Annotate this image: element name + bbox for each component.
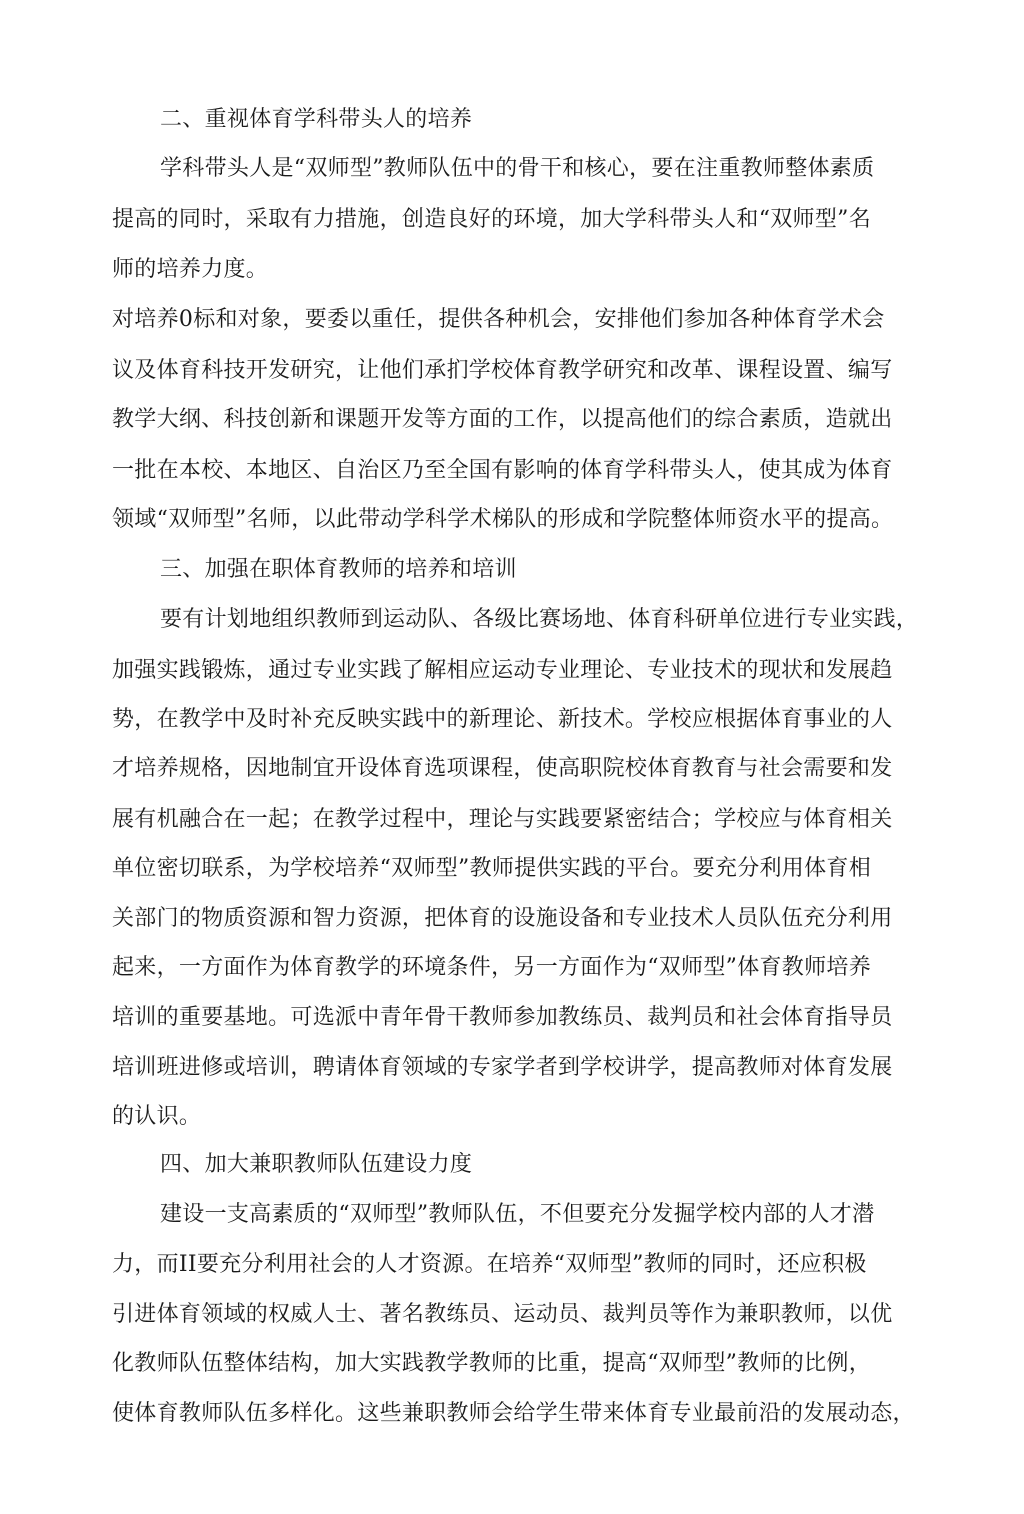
paragraph-line: 力，而II要充分利用社会的人才资源。在培养“双师型”教师的同时，还应积极 <box>112 1252 867 1277</box>
paragraph-line: 提高的同时，采取有力措施，创造良好的环境，加大学科带头人和“双师型”名 <box>112 207 871 232</box>
paragraph-line: 师的培养力度。 <box>112 257 269 282</box>
paragraph-line: 才培养规格，因地制宜开设体育选项课程，使高职院校体育教育与社会需要和发 <box>112 756 893 781</box>
section-heading-4: 四、加大兼职教师队伍建设力度 <box>160 1152 473 1177</box>
paragraph-line: 培训的重要基地。可选派中青年骨干教师参加教练员、裁判员和社会体育指导员 <box>112 1005 893 1030</box>
paragraph-line: 单位密切联系，为学校培养“双师型”教师提供实践的平台。要充分利用体育相 <box>112 856 871 881</box>
paragraph-line: 加强实践锻炼，通过专业实践了解相应运动专业理论、专业技术的现状和发展趋 <box>112 658 893 683</box>
paragraph-line: 关部门的物质资源和智力资源，把体育的设施设备和专业技术人员队伍充分利用 <box>112 906 893 931</box>
paragraph-line: 使体育教师队伍多样化。这些兼职教师会给学生带来体育专业最前沿的发展动态， <box>112 1401 915 1426</box>
paragraph-line: 一批在本校、本地区、自治区乃至全国有影响的体育学科带头人，使其成为体育 <box>112 458 893 483</box>
paragraph-line: 对培养0标和对象，要委以重任，提供各种机会，安排他们参加各种体育学术会 <box>112 307 885 332</box>
section-heading-2: 二、重视体育学科带头人的培养 <box>160 107 473 132</box>
paragraph-line: 势，在教学中及时补充反映实践中的新理论、新技术。学校应根据体育事业的人 <box>112 707 893 732</box>
paragraph-line: 教学大纲、科技创新和课题开发等方面的工作，以提高他们的综合素质，造就出 <box>112 407 893 432</box>
paragraph-line: 引进体育领域的权威人士、著名教练员、运动员、裁判员等作为兼职教师，以优 <box>112 1302 893 1327</box>
paragraph-line: 培训班进修或培训，聘请体育领域的专家学者到学校讲学，提高教师对体育发展 <box>112 1055 893 1080</box>
paragraph-line: 领域“双师型”名师，以此带动学科学术梯队的形成和学院整体师资水平的提高。 <box>112 507 894 532</box>
paragraph-line: 起来，一方面作为体育教学的环境条件，另一方面作为“双师型”体育教师培养 <box>112 955 871 980</box>
paragraph-line: 学科带头人是“双师型”教师队伍中的骨干和核心，要在注重教师整体素质 <box>160 156 875 181</box>
paragraph-line: 议及体育科技开发研究，让他们承扪学校体育教学研究和改革、课程设置、编写 <box>112 358 893 383</box>
paragraph-line: 的认识。 <box>112 1104 202 1129</box>
paragraph-line: 建设一支高素质的“双师型”教师队伍，不但要充分发掘学校内部的人才潜 <box>160 1202 875 1227</box>
paragraph-line: 化教师队伍整体结构，加大实践教学教师的比重，提高“双师型”教师的比例， <box>112 1351 871 1376</box>
paragraph-line: 展有机融合在一起；在教学过程中，理论与实践要紧密结合；学校应与体育相关 <box>112 807 893 832</box>
paragraph-line: 要有计划地组织教师到运动队、各级比赛场地、体育科研单位进行专业实践， <box>160 607 919 632</box>
section-heading-3: 三、加强在职体育教师的培养和培训 <box>160 557 517 582</box>
